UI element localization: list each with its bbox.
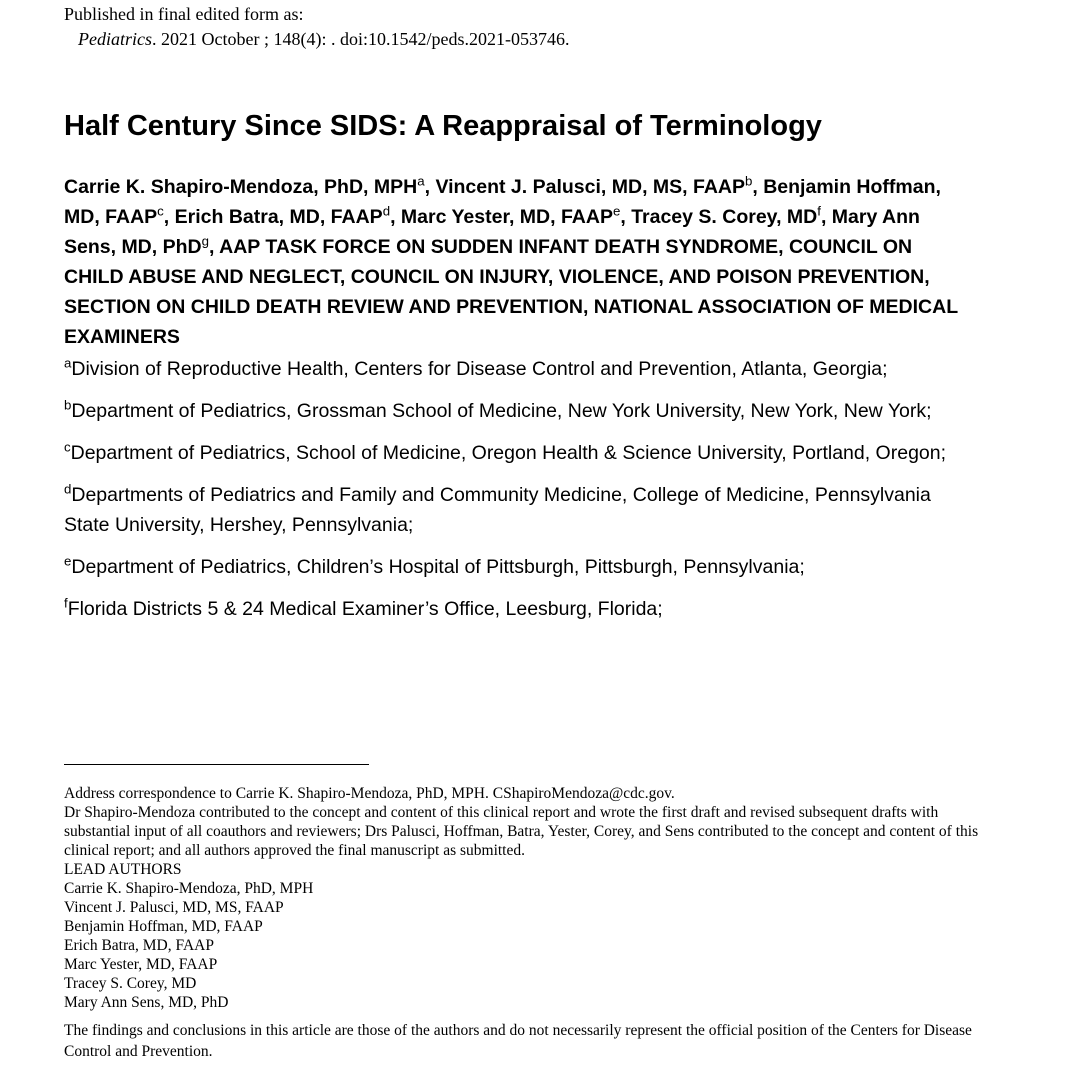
- author-name: Vincent J. Palusci, MD, MS, FAAP: [435, 176, 745, 198]
- lead-author-item: Carrie K. Shapiro-Mendoza, PhD, MPH: [64, 880, 314, 897]
- citation-line: [64, 27, 984, 52]
- author-affiliation-mark: e: [612, 203, 621, 219]
- published-line: Published in final edited form as:: [64, 4, 304, 24]
- author-separator: ,: [752, 176, 764, 198]
- author-affiliation-mark: f: [817, 203, 821, 219]
- correspondence-note: Address correspondence to Carrie K. Shapiro-Mendoza, PhD, MPH. CShapiroMendoza@cdc.gov.: [64, 785, 675, 802]
- author-separator: ,: [163, 206, 175, 228]
- lead-author-item: Tracey S. Corey, MD: [64, 975, 197, 992]
- affiliation-item: [64, 594, 964, 624]
- lead-authors-heading: LEAD AUTHORS: [64, 861, 182, 878]
- affiliation-list: [64, 354, 964, 636]
- article-first-page: [64, 0, 984, 1060]
- publication-info: [64, 2, 984, 52]
- author-separator: ,: [820, 206, 832, 228]
- affiliation-text: Departments of Pediatrics and Family and Community Medicine, College of Medicine, Pennsylvania State University, Hershey, Pennsylvania;: [64, 484, 931, 536]
- affiliation-item: [64, 396, 964, 426]
- affiliation-text: Florida Districts 5 & 24 Medical Examiner’s Office, Leesburg, Florida;: [67, 598, 663, 620]
- author-separator: ,: [620, 206, 632, 228]
- contributions-note: Dr Shapiro-Mendoza contributed to the concept and content of this clinical report and wrote the first draft and revised subsequent drafts with substantial input of all coauthors and reviewers; Drs Palusci, Hoffman, Batra, Yester, Corey, and Sens contributed to the concept and content of this clinical report; and all authors approved the final manuscript as submitted.: [64, 804, 979, 859]
- affiliation-mark: d: [64, 481, 72, 497]
- affiliation-text: Department of Pediatrics, School of Medicine, Oregon Health & Science University, Portland, Oregon;: [70, 442, 947, 464]
- lead-author-item: Vincent J. Palusci, MD, MS, FAAP: [64, 899, 284, 916]
- lead-author-item: Mary Ann Sens, MD, PhD: [64, 994, 229, 1011]
- affiliation-text: Department of Pediatrics, Grossman School of Medicine, New York University, New York, New York;: [71, 400, 932, 422]
- author-separator: ,: [208, 236, 220, 258]
- affiliation-mark: a: [64, 355, 72, 371]
- affiliation-item: [64, 354, 964, 384]
- author-separator: ,: [424, 176, 436, 198]
- author-affiliation-mark: c: [157, 203, 164, 219]
- author-name: Erich Batra, MD, FAAP: [174, 206, 383, 228]
- lead-author-item: Marc Yester, MD, FAAP: [64, 956, 218, 973]
- author-affiliation-mark: b: [745, 173, 753, 189]
- author-name: Mary Ann Sens, MD, PhD: [64, 206, 920, 258]
- affiliation-text: Division of Reproductive Health, Centers for Disease Control and Prevention, Atlanta, Georgia;: [71, 358, 888, 380]
- author-separator: ,: [390, 206, 401, 228]
- affiliation-text: Department of Pediatrics, Children’s Hospital of Pittsburgh, Pittsburgh, Pennsylvania;: [71, 556, 805, 578]
- affiliation-item: [64, 438, 964, 468]
- author-name: Marc Yester, MD, FAAP: [400, 206, 613, 228]
- footnote-divider: [64, 764, 369, 765]
- author-affiliation-mark: d: [382, 203, 391, 219]
- author-affiliation-mark: g: [201, 233, 209, 249]
- affiliation-mark: c: [64, 439, 71, 455]
- author-affiliation-mark: a: [417, 173, 425, 189]
- author-name: Benjamin Hoffman, MD, FAAP: [64, 176, 941, 228]
- citation-details: . 2021 October ; 148(4): . doi:10.1542/peds.2021-053746.: [152, 29, 570, 49]
- affiliation-mark: e: [64, 553, 72, 569]
- lead-author-item: Erich Batra, MD, FAAP: [64, 937, 214, 954]
- lead-author-item: Benjamin Hoffman, MD, FAAP: [64, 918, 263, 935]
- affiliation-item: [64, 480, 964, 540]
- author-list: [64, 172, 964, 352]
- author-groups: AAP TASK FORCE ON SUDDEN INFANT DEATH SYNDROME, COUNCIL ON CHILD ABUSE AND NEGLECT, COUNCIL ON INJURY, VIOLENCE, AND POISON PREVENTION, SECTION ON CHILD DEATH REVIEW AND PREVENTION, NATIONAL ASSOCIATION OF MEDICAL EXAMINERS: [64, 236, 958, 348]
- disclaimer-note: The findings and conclusions in this article are those of the authors and do not necessarily represent the official position of the Centers for Disease Control and Prevention.: [64, 1022, 972, 1060]
- affiliation-mark: f: [64, 595, 68, 611]
- affiliation-item: [64, 552, 964, 582]
- journal-name: Pediatrics: [78, 29, 152, 49]
- article-title: Half Century Since SIDS: A Reappraisal of Terminology: [64, 110, 822, 142]
- affiliation-mark: b: [64, 397, 72, 413]
- footnotes: [64, 784, 979, 1062]
- author-name: Tracey S. Corey, MD: [631, 206, 818, 228]
- author-name: Carrie K. Shapiro-Mendoza, PhD, MPH: [64, 176, 418, 198]
